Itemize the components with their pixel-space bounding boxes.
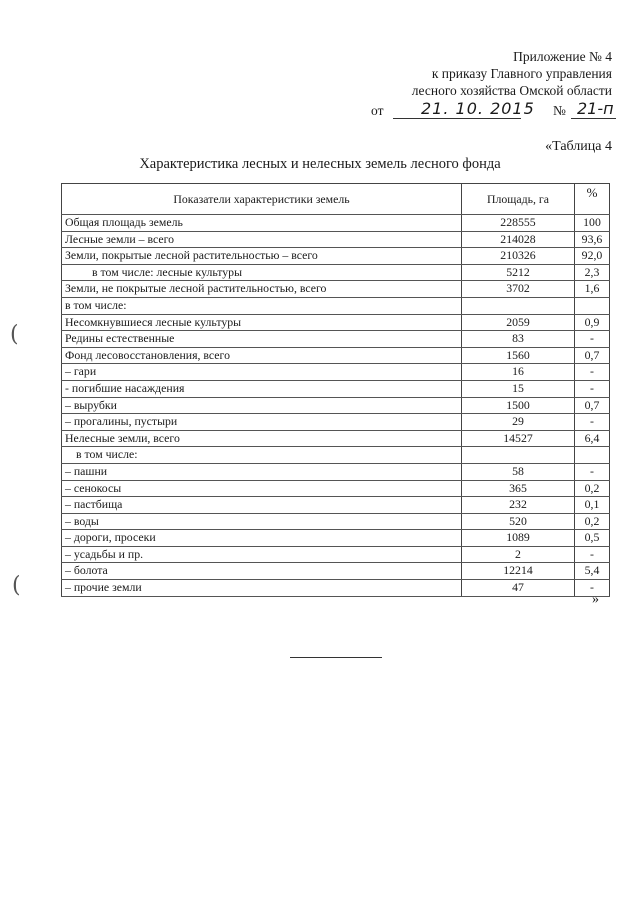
table-row [62,430,610,447]
row-percent: 100 [575,215,610,232]
row-area: 5212 [462,264,575,281]
row-label: Несомкнувшиеся лесные культуры [62,314,462,331]
document-title: Характеристика лесных и нелесных земель лесного фонда [139,156,501,172]
row-percent: - [575,380,610,397]
col-header-area: Площадь, га [462,184,575,215]
table-row [62,380,610,397]
row-percent: 0,7 [575,397,610,414]
table-header-row [62,184,610,215]
row-percent: 0,1 [575,497,610,514]
row-area: 83 [462,331,575,348]
row-percent: - [575,580,610,597]
row-percent: 0,7 [575,347,610,364]
row-label: в том числе: [62,447,462,464]
row-label: в том числе: [62,297,462,314]
appendix-department: лесного хозяйства Омской области [411,83,612,98]
row-area: 16 [462,364,575,381]
appendix-order-ref: к приказу Главного управления [431,66,612,81]
row-percent: 0,9 [575,314,610,331]
row-area: 2059 [462,314,575,331]
table-row [62,215,610,232]
table-row [62,497,610,514]
row-label: – сенокосы [62,480,462,497]
row-label: – усадьбы и пр. [62,546,462,563]
table-row [62,264,610,281]
row-percent: - [575,546,610,563]
row-label: – воды [62,513,462,530]
row-percent: - [575,463,610,480]
table-row [62,231,610,248]
table-row [62,563,610,580]
table-row [62,281,610,298]
row-area [462,447,575,464]
row-area: 520 [462,513,575,530]
row-area: 29 [462,414,575,431]
row-percent [575,297,610,314]
row-percent: - [575,331,610,348]
table-row [62,347,610,364]
row-percent: - [575,364,610,381]
date-underline [393,118,521,119]
row-area: 14527 [462,430,575,447]
row-label: – гари [62,364,462,381]
table-row [62,463,610,480]
row-area: 1560 [462,347,575,364]
row-area: 228555 [462,215,575,232]
row-area: 232 [462,497,575,514]
row-label: Редины естественные [62,331,462,348]
number-underline [571,118,616,119]
table-row [62,248,610,265]
row-label: Лесные земли – всего [62,231,462,248]
closing-quote: » [592,592,599,607]
table-row [62,530,610,547]
appendix-number: Приложение № 4 [513,49,612,64]
row-area: 214028 [462,231,575,248]
row-percent: - [575,414,610,431]
row-percent: 2,3 [575,264,610,281]
row-percent: 5,4 [575,563,610,580]
order-date: 21. 10. 2015 [421,99,535,118]
row-label: – болота [62,563,462,580]
table-row [62,414,610,431]
row-label: - погибшие насаждения [62,380,462,397]
row-label: Фонд лесовосстановления, всего [62,347,462,364]
row-label: – дороги, просеки [62,530,462,547]
row-label: Общая площадь земель [62,215,462,232]
order-date-number-line [371,99,616,121]
table-row [62,580,610,597]
row-area [462,297,575,314]
row-label: – пашни [62,463,462,480]
row-label: в том числе: лесные культуры [62,264,462,281]
table-row [62,397,610,414]
row-label: – прочие земли [62,580,462,597]
row-percent: 0,2 [575,513,610,530]
row-area: 47 [462,580,575,597]
row-label: – прогалины, пустыри [62,414,462,431]
row-percent: 6,4 [575,430,610,447]
row-area: 12214 [462,563,575,580]
table-row [62,297,610,314]
table-label: «Таблица 4 [545,139,612,154]
row-label: – пастбища [62,497,462,514]
number-label: № [553,103,566,118]
table-row [62,447,610,464]
row-area: 1089 [462,530,575,547]
row-percent: 93,6 [575,231,610,248]
row-label: Земли, покрытые лесной растительностью – всего [62,248,462,265]
margin-bracket-mark: ( [10,322,19,347]
from-label: от [371,103,384,118]
row-area: 1500 [462,397,575,414]
col-header-indicator: Показатели характеристики земель [62,184,462,215]
row-percent [575,447,610,464]
land-characteristics-table [61,183,610,597]
row-percent: 92,0 [575,248,610,265]
table-row [62,364,610,381]
row-percent: 0,2 [575,480,610,497]
order-number: 21-п [577,99,614,118]
row-area: 3702 [462,281,575,298]
footer-rule [290,657,382,658]
row-label: Нелесные земли, всего [62,430,462,447]
row-area: 58 [462,463,575,480]
row-area: 2 [462,546,575,563]
table-row [62,513,610,530]
row-label: – вырубки [62,397,462,414]
appendix-header [412,48,612,99]
row-area: 15 [462,380,575,397]
table-row [62,546,610,563]
row-label: Земли, не покрытые лесной растительностью, всего [62,281,462,298]
table-row [62,314,610,331]
margin-bracket-mark: ( [12,573,21,598]
row-percent: 0,5 [575,530,610,547]
row-percent: 1,6 [575,281,610,298]
row-area: 210326 [462,248,575,265]
col-header-percent: % [575,184,610,215]
table-row [62,480,610,497]
row-area: 365 [462,480,575,497]
table-row [62,331,610,348]
